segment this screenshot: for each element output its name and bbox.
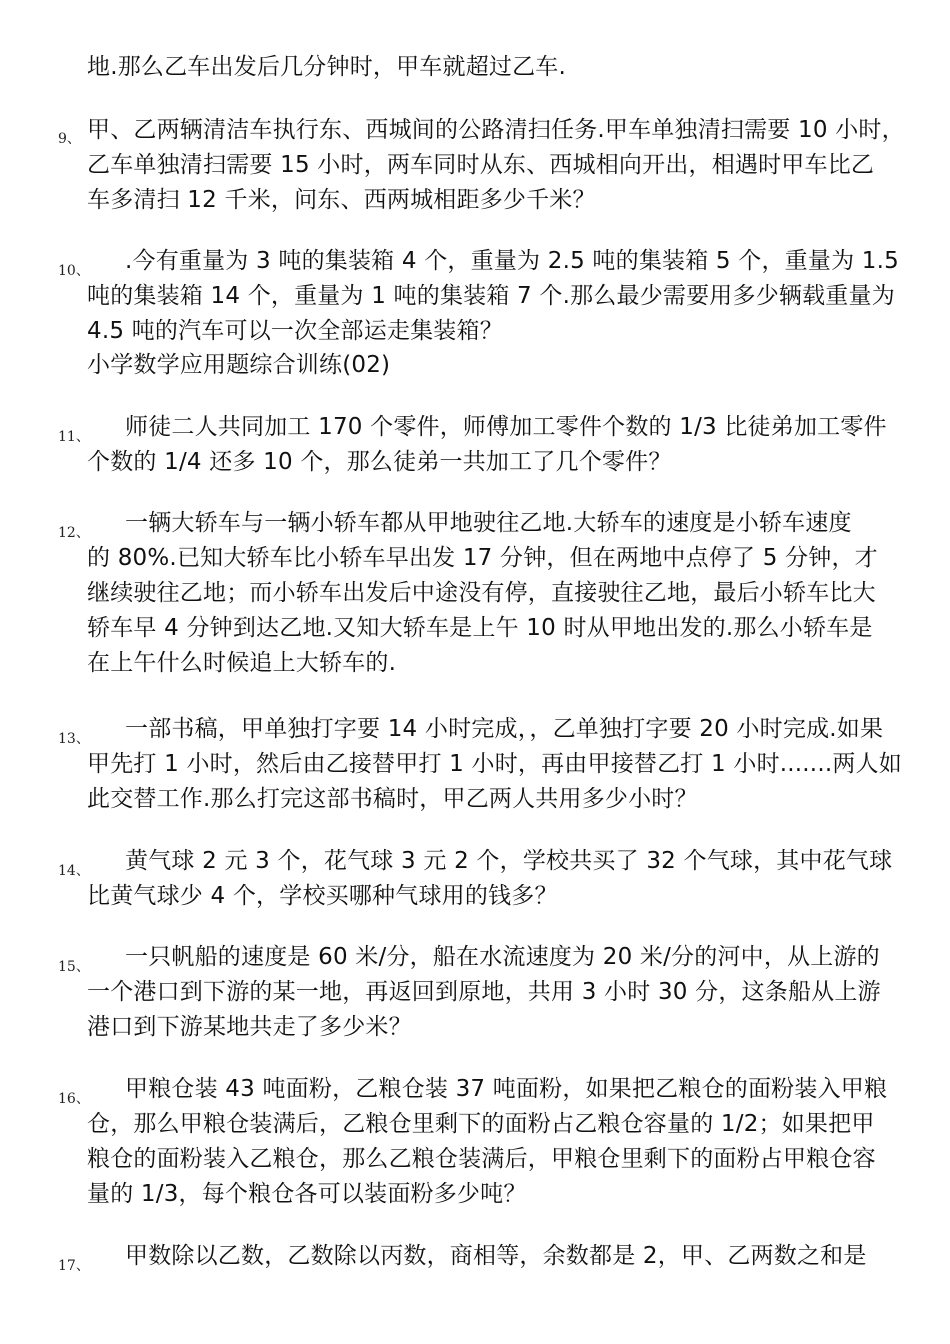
problem-line: 甲数除以乙数，乙数除以丙数，商相等，余数都是 2，甲、乙两数之和是: [125, 1243, 867, 1269]
problem-number: 16、: [58, 1091, 90, 1107]
problem-line: 比黄气球少 4 个，学校买哪种气球用的钱多？: [87, 883, 558, 909]
intro-line: 地.那么乙车出发后几分钟时，甲车就超过乙车.: [87, 54, 567, 80]
problem-line: 在上午什么时候追上大轿车的.: [87, 650, 397, 676]
problem-line: 一部书稿，甲单独打字要 14 小时完成，，乙单独打字要 20 小时完成.如果: [125, 716, 884, 742]
problem-number: 10、: [58, 263, 90, 279]
problem-number: 17、: [58, 1258, 90, 1274]
problem-line: 继续驶往乙地；而小轿车出发后中途没有停，直接驶往乙地，最后小轿车比大: [87, 580, 876, 606]
problem-line: 港口到下游某地共走了多少米？: [87, 1014, 412, 1040]
problem-line: 的 80%.已知大轿车比小轿车早出发 17 分钟，但在两地中点停了 5 分钟，才: [87, 545, 878, 571]
problem-number: 12、: [58, 525, 90, 541]
problem-line: 轿车早 4 分钟到达乙地.又知大轿车是上午 10 时从甲地出发的.那么小轿车是: [87, 615, 873, 641]
problem-number: 14、: [58, 863, 90, 879]
problem-line: .今有重量为 3 吨的集装箱 4 个，重量为 2.5 吨的集装箱 5 个，重量为 1.5: [125, 248, 899, 274]
problem-number: 9、: [58, 131, 81, 147]
problem-line: 甲粮仓装 43 吨面粉，乙粮仓装 37 吨面粉，如果把乙粮仓的面粉装入甲粮: [125, 1076, 888, 1102]
problem-number: 15、: [58, 959, 90, 975]
problem-line: 4.5 吨的汽车可以一次全部运走集装箱？: [87, 318, 503, 344]
problem-line: 吨的集装箱 14 个，重量为 1 吨的集装箱 7 个.那么最少需要用多少辆载重量为: [87, 283, 895, 309]
problem-line: 个数的 1/4 还多 10 个，那么徒弟一共加工了几个零件？: [87, 449, 672, 475]
problem-line: 量的 1/3，每个粮仓各可以装面粉多少吨？: [87, 1181, 527, 1207]
section-heading: 小学数学应用题综合训练(02): [87, 352, 391, 378]
problem-line: 师徒二人共同加工 170 个零件，师傅加工零件个数的 1/3 比徒弟加工零件: [125, 414, 887, 440]
problem-line: 仓，那么甲粮仓装满后，乙粮仓里剩下的面粉占乙粮仓容量的 1/2；如果把甲: [87, 1111, 875, 1137]
problem-number: 13、: [58, 731, 90, 747]
problem-line: 一个港口到下游的某一地，再返回到原地，共用 3 小时 30 分，这条船从上游: [87, 979, 881, 1005]
problem-line: 车多清扫 12 千米，问东、西两城相距多少千米？: [87, 187, 596, 213]
problem-line: 乙车单独清扫需要 15 小时，两车同时从东、西城相向开出，相遇时甲车比乙: [87, 152, 875, 178]
problem-line: 黄气球 2 元 3 个，花气球 3 元 2 个，学校共买了 32 个气球，其中花气球: [125, 848, 893, 874]
problem-number: 11、: [58, 429, 90, 445]
problem-line: 一辆大轿车与一辆小轿车都从甲地驶往乙地.大轿车的速度是小轿车速度: [125, 510, 852, 536]
problem-line: 粮仓的面粉装入乙粮仓，那么乙粮仓装满后，甲粮仓里剩下的面粉占甲粮仓容: [87, 1146, 876, 1172]
problem-line: 甲先打 1 小时，然后由乙接替甲打 1 小时，再由甲接替乙打 1 小时.......两人如: [87, 751, 902, 777]
problem-line: 甲、乙两辆清洁车执行东、西城间的公路清扫任务.甲车单独清扫需要 10 小时，: [87, 117, 905, 143]
problem-line: 此交替工作.那么打完这部书稿时，甲乙两人共用多少小时？: [87, 786, 698, 812]
problem-line: 一只帆船的速度是 60 米/分，船在水流速度为 20 米/分的河中，从上游的: [125, 944, 880, 970]
